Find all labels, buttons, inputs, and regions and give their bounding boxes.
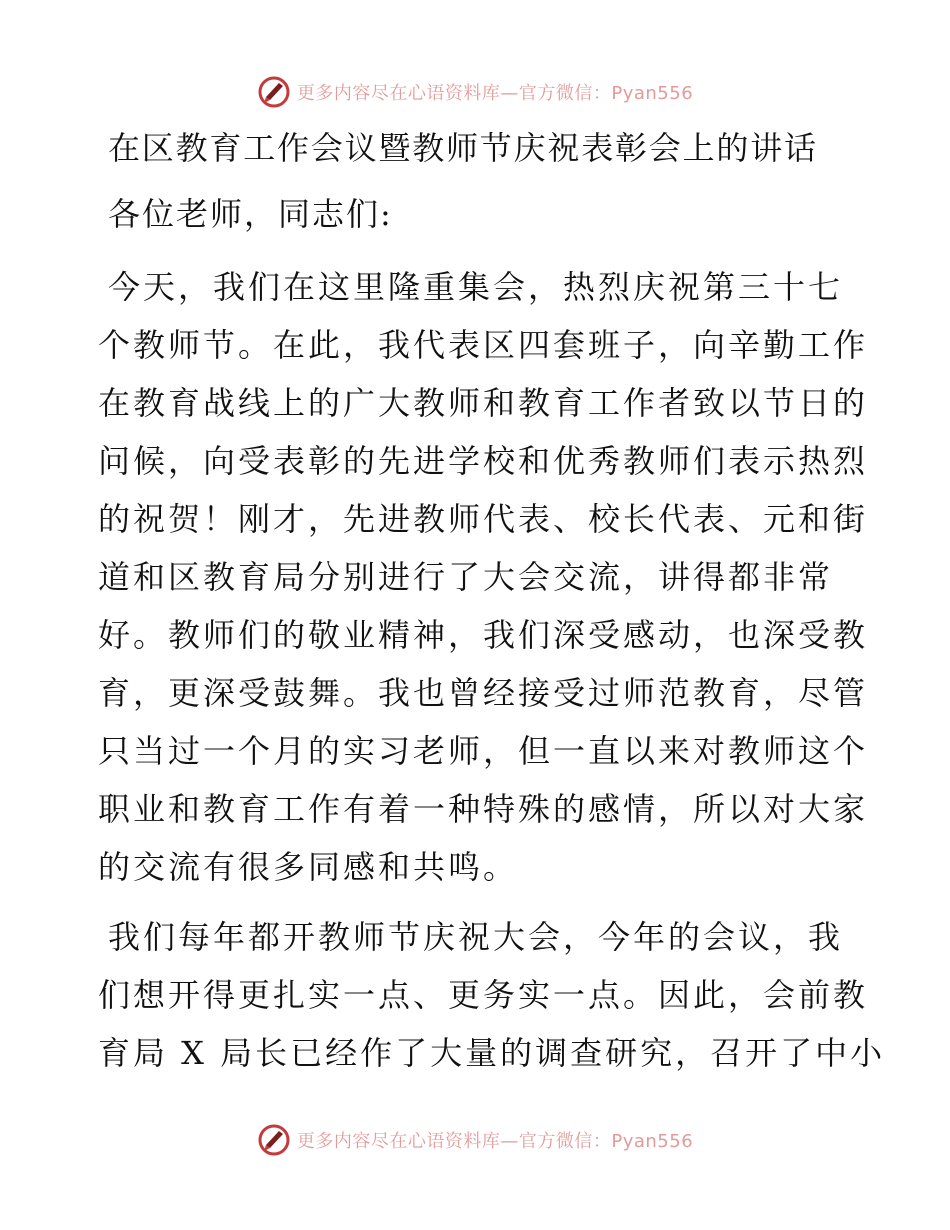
paragraph-line: 在教育战线上的广大教师和教育工作者致以节日的 (98, 384, 869, 422)
paragraph-line: 问候，向受表彰的先进学校和优秀教师们表示热烈 (98, 442, 869, 480)
paragraph-line: 只当过一个月的实习老师，但一直以来对教师这个 (98, 732, 869, 770)
paragraph-line: 的祝贺！刚才，先进教师代表、校长代表、元和街 (98, 500, 869, 538)
watermark-text: 更多内容尽在心语资料库—官方微信：Pyan556 (296, 1131, 694, 1152)
paragraph-line: 个教师节。在此，我代表区四套班子，向辛勤工作 (98, 326, 869, 364)
paragraph-line: 好。教师们的敬业精神，我们深受感动，也深受教 (98, 616, 869, 654)
paragraph-line: 的交流有很多同感和共鸣。 (98, 848, 519, 886)
greeting: 各位老师，同志们: (108, 195, 393, 233)
paragraph-line: 育，更深受鼓舞。我也曾经接受过师范教育，尽管 (98, 674, 869, 712)
watermark-text: 更多内容尽在心语资料库—官方微信：Pyan556 (296, 83, 694, 104)
paragraph-line: 我们每年都开教师节庆祝大会，今年的会议，我 (108, 918, 844, 956)
paragraph-line: 们想开得更扎实一点、更务实一点。因此，会前教 (98, 976, 869, 1014)
watermark-logo-icon (257, 1123, 291, 1157)
watermark-logo-icon (257, 75, 291, 109)
paragraph-line: 今天，我们在这里隆重集会，热烈庆祝第三十七 (108, 268, 844, 306)
document-title: 在区教育工作会议暨教师节庆祝表彰会上的讲话 (108, 129, 818, 167)
watermark-footer (0, 1120, 950, 1160)
paragraph-2 (98, 908, 886, 1082)
document-body (98, 122, 886, 1082)
paragraph-line: 育局 X 局长已经作了大量的调查研究，召开了中小 (98, 1034, 886, 1072)
paragraph-1 (98, 258, 869, 896)
watermark-header (0, 72, 950, 112)
paragraph-line: 职业和教育工作有着一种特殊的感情，所以对大家 (98, 790, 869, 828)
paragraph-line: 道和区教育局分别进行了大会交流，讲得都非常 (98, 558, 834, 596)
